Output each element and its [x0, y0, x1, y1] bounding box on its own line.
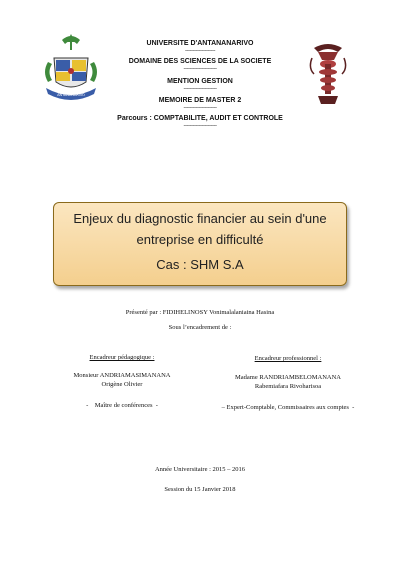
separator: ----------------------: [183, 123, 217, 129]
case-title: Cas : SHM S.A: [156, 257, 244, 272]
session-date: Session du 15 Janvier 2018: [164, 486, 236, 493]
supervision-label: Sous l’encadrement de :: [168, 324, 232, 331]
memoire-label: MEMOIRE DE MASTER 2: [158, 97, 242, 104]
right-supervisor-firstname: Rabemiafara Rivoharisoa: [254, 383, 322, 390]
title-box: [53, 202, 347, 286]
separator: --------------------: [185, 48, 215, 54]
separator: ----------------------: [183, 66, 217, 72]
title-line-2: entreprise en difficulté: [136, 232, 264, 247]
left-supervisor-role: - Maître de conférences -: [86, 402, 158, 409]
academic-year: Année Universitaire : 2015 – 2016: [154, 466, 246, 473]
presented-by: Présenté par : FIDIHELINOSY Vonimalalaniaina Hasina: [125, 309, 275, 316]
right-supervisor-name: Madame RANDRIAMBELOMANANA: [235, 374, 341, 381]
domain-name: DOMAINE DES SCIENCES DE LA SOCIETE: [128, 58, 272, 65]
mention-name: MENTION GESTION: [167, 78, 233, 85]
title-line-1: Enjeux du diagnostic financier au sein d'une: [73, 211, 327, 226]
university-name: UNIVERSITE D'ANTANANARIVO: [146, 40, 254, 47]
separator: ----------------------: [183, 105, 217, 111]
left-supervisor-heading: Encadreur pédagogique :: [89, 354, 155, 361]
svg-text:ANTANANARIVO: ANTANANARIVO: [57, 93, 85, 97]
parcours-label: Parcours : COMPTABILITE, AUDIT ET CONTROLE: [117, 115, 283, 122]
university-logo: [40, 32, 102, 106]
right-supervisor-heading: Encadreur professionnel :: [254, 355, 322, 362]
separator: ----------------------: [183, 86, 217, 92]
right-supervisor-role: – Expert-Comptable, Commissaires aux comptes -: [221, 404, 355, 411]
left-supervisor-firstname: Origène Olivier: [101, 381, 143, 388]
left-supervisor-name: Monsieur ANDRIAMASIMANANA: [73, 372, 171, 379]
faculty-logo: [308, 38, 348, 106]
